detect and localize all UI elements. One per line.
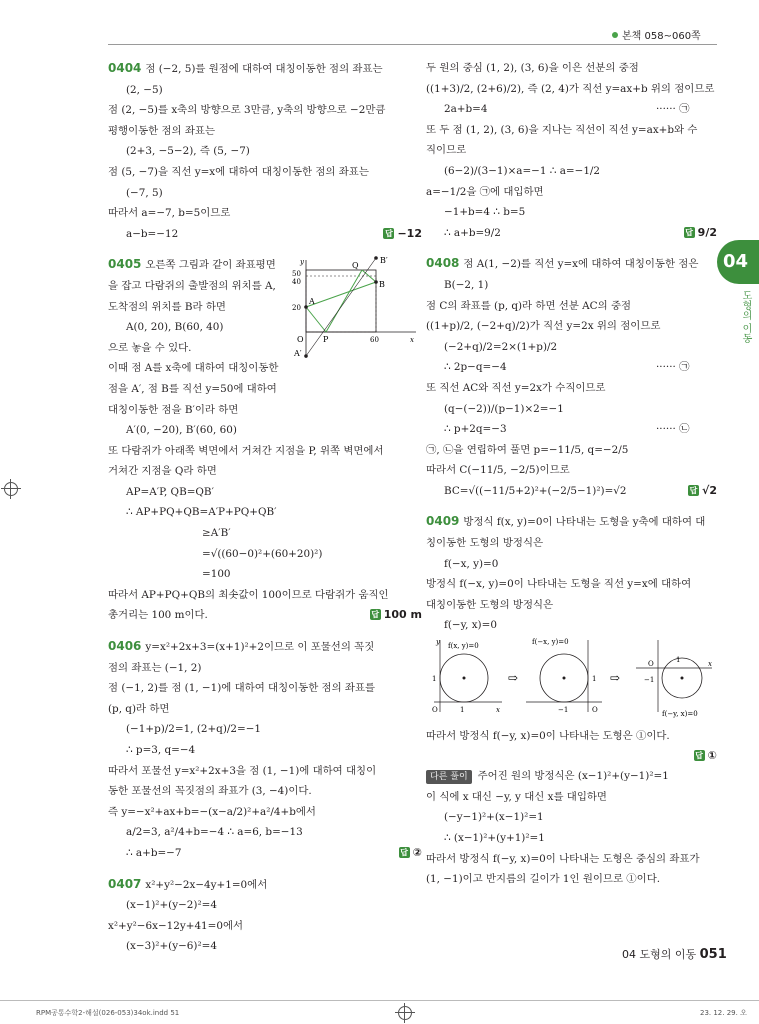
svg-text:1: 1 bbox=[676, 656, 681, 665]
svg-text:1: 1 bbox=[432, 675, 437, 684]
answer-label: 답 −12 bbox=[385, 226, 422, 240]
problem-number: 0409 bbox=[426, 514, 460, 529]
alternative-solution-tag: 다른 풀이 bbox=[426, 770, 472, 784]
answer-icon: 답 bbox=[695, 751, 704, 761]
svg-text:O: O bbox=[648, 660, 654, 669]
chapter-tab-label: 도형의 이동 bbox=[740, 290, 751, 344]
registration-mark-icon bbox=[4, 482, 18, 496]
x-tick-60: 60 bbox=[370, 336, 379, 345]
answer-icon: 답 bbox=[371, 610, 380, 620]
point-b-prime-label: B′ bbox=[380, 256, 388, 266]
point-a-label: A bbox=[309, 297, 315, 307]
answer-icon: 답 bbox=[685, 227, 694, 237]
problem-0405: 0405 오른쪽 그림과 같이 좌표평면 을 잡고 다람쥐의 출발점의 위치를 A, 도착점의 위치를 B라 하면 A(0, 20), B(60, 40) 으로 놓을 수 있다. 이때 점 A를 x축에 대하여 대칭이동한 점을 A′, 점 B를 직선 y=50에 대하여 대칭이동한 점을 B′이라 하면 A′(0, −20), B′(60, 60) 또 다람쥐가 아래쪽 벽면에서 거쳐간 지점을 P, 위쪽 벽면에서 거쳐간 지점을 Q라 하면 AP=A′P, QB=QB′ ∴ AP+PQ+QB=A′P+PQ+QB′ ≥A′B′ =√((60−0)²+(60+20)²) =100 따라서 AP+PQ+QB의 최솟값이 100이므로 다람쥐가 움직인 총거리는 100 m이다. 답 100 m 50 40 20 O 60 A A′ B B′ P Q x y bbox=[108, 254, 422, 626]
point-q-label: Q bbox=[352, 261, 359, 271]
page-footer: 04 도형의 이동 051 bbox=[622, 947, 727, 962]
svg-text:1: 1 bbox=[592, 675, 597, 684]
arrow-icon: ⇨ bbox=[610, 671, 621, 686]
left-column bbox=[108, 58, 422, 957]
answer-label: 답 100 m bbox=[371, 608, 422, 622]
svg-text:O: O bbox=[592, 706, 598, 715]
origin-label: O bbox=[297, 335, 304, 345]
svg-text:1: 1 bbox=[460, 706, 465, 715]
y-tick-40: 40 bbox=[292, 278, 301, 287]
answer-icon: 답 bbox=[385, 228, 393, 238]
svg-text:x: x bbox=[496, 706, 500, 715]
problem-number: 0408 bbox=[426, 256, 460, 271]
svg-text:−1: −1 bbox=[644, 676, 655, 685]
chapter-tab: 04 bbox=[717, 240, 759, 284]
right-column bbox=[426, 58, 717, 890]
answer-label: 답 ① bbox=[695, 749, 717, 763]
svg-text:−1: −1 bbox=[558, 706, 569, 715]
trim-line bbox=[0, 1000, 759, 1001]
svg-text:O: O bbox=[432, 706, 438, 715]
answer-label: 답 9/2 bbox=[685, 225, 717, 239]
transformation-figures-0409 bbox=[426, 636, 717, 718]
label-f-x-y: f(x, y)=0 bbox=[448, 642, 479, 651]
problem-0409: 0409 방정식 f(x, y)=0이 나타내는 도형을 y축에 대하여 대 칭이동한 도형의 방정식은 f(−x, y)=0 방정식 f(−x, y)=0이 나타내는 도형을 직선 y=x에 대하여 대칭이동한 도형의 방정식은 f(−y, x)=0 f(x, y)=0 O 1 1 x y ⇨ f(−x, y)=0 O −1 1 ⇨ O 1 −1 x f(−y, x)=0 따라서 방정식 f(−y, x)=0이 나타내는 도형은 ①이다. 답 ① 다른 풀이 주어진 원의 방정식은 (x−1)²+(y−1)²=1 이 식에 x 대신 −y, y 대신 x를 대입하면 (−y−1)²+(x−1)²=1 ∴ (x−1)²+(y+1)²=1 따라서 방정식 f(−y, x)=0이 나타내는 도형은 중심의 좌표가 (1, −1)이고 반지름의 길이가 1인 원이므로 ①이다. bbox=[426, 514, 717, 886]
y-tick-50: 50 bbox=[292, 270, 301, 279]
header-rule bbox=[108, 44, 717, 45]
print-date-info: 23. 12. 29. 오 bbox=[700, 1009, 747, 1017]
answer-icon: 답 bbox=[400, 847, 409, 857]
problem-0407-continued: 두 원의 중심 (1, 2), (3, 6)을 이은 선분의 중점 ((1+3)/2, (2+6)/2), 즉 (2, 4)가 직선 y=ax+b 위의 점이므로 2a+b=4 ······ ㉠ 또 두 점 (1, 2), (3, 6)을 지나는 직선이 직선 y=ax+b와 수 직이므로 (6−2)/(3−1)×a=−1 ∴ a=−1/2 a=−1/2을 ㉠에 대입하면 −1+b=4 ∴ b=5 ∴ a+b=9/2 답 9/2 bbox=[426, 58, 717, 243]
page-reference: 본책 058~060쪽 bbox=[612, 27, 701, 42]
problem-number: 0405 bbox=[108, 257, 142, 272]
problem-number: 0407 bbox=[108, 876, 142, 891]
point-b-label: B bbox=[379, 280, 385, 290]
print-file-info: RPM공통수학2-해설(026-053)34ok.indd 51 bbox=[36, 1009, 180, 1017]
problem-number: 0404 bbox=[108, 61, 142, 75]
answer-label: 답 √2 bbox=[689, 483, 717, 497]
problem-0404: 0404 점 (−2, 5)를 원점에 대하여 대칭이동한 점의 좌표는 (2, −5) 점 (2, −5)를 x축의 방향으로 3만큼, y축의 방향으로 −2만큼 평행이동한 점의 좌표는 (2+3, −5−2), 즉 (5, −7) 점 (5, −7)을 직선 y=x에 대하여 대칭이동한 점의 좌표는 (−7, 5) 따라서 a=−7, b=5이므로 a−b=−12 답 −12 bbox=[108, 58, 422, 244]
registration-mark-icon bbox=[398, 1006, 412, 1020]
arrow-icon: ⇨ bbox=[508, 671, 519, 686]
bullet-dot-icon bbox=[612, 32, 618, 38]
label-f-minus-x-y: f(−x, y)=0 bbox=[532, 638, 569, 647]
problem-0407: 0407 x²+y²−2x−4y+1=0에서 (x−1)²+(y−2)²=4 x²+y²−6x−12y+41=0에서 (x−3)²+(y−6)²=4 bbox=[108, 876, 268, 953]
label-f-minus-y-x: f(−y, x)=0 bbox=[662, 710, 698, 719]
problem-0406: 0406 y=x²+2x+3=(x+1)²+2이므로 이 포물선의 꼭짓 점의 좌표는 (−1, 2) 점 (−1, 2)를 점 (1, −1)에 대하여 대칭이동한 점의 좌표를 (p, q)라 하면 (−1+p)/2=1, (2+q)/2=−1 ∴ p=3, q=−4 따라서 포물선 y=x²+2x+3을 점 (1, −1)에 대하여 대칭이 동한 포물선의 꼭짓점의 좌표가 (3, −4)이다. 즉 y=−x²+ax+b=−(x−a/2)²+a²/4+b에서 a/2=3, a²/4+b=−4 ∴ a=6, b=−13 ∴ a+b=−7 답 ② bbox=[108, 636, 422, 864]
svg-text:y: y bbox=[436, 638, 440, 647]
problem-number: 0406 bbox=[108, 639, 142, 654]
y-tick-20: 20 bbox=[292, 304, 301, 313]
y-axis-label: y bbox=[300, 258, 304, 267]
point-p-label: P bbox=[323, 335, 329, 345]
answer-icon: 답 bbox=[689, 485, 698, 495]
svg-text:x: x bbox=[708, 660, 712, 669]
x-axis-label: x bbox=[410, 336, 414, 345]
problem-0408: 0408 점 A(1, −2)를 직선 y=x에 대하여 대칭이동한 점은 B(−2, 1) 점 C의 좌표를 (p, q)라 하면 선분 AC의 중점 ((1+p)/2, (−2+q)/2)가 직선 y=2x 위의 점이므로 (−2+q)/2=2×(1+p)/2 ∴ 2p−q=−4 ······ ㉠ 또 직선 AC와 직선 y=2x가 수직이므로 (q−(−2))/(p−1)×2=−1 ∴ p+2q=−3 ······ ㉡ ㉠, ㉡을 연립하여 풀면 p=−11/5, q=−2/5 따라서 C(−11/5, −2/5)이므로 BC=√((−11/5+2)²+(−2/5−1)²)=√2 답 √2 bbox=[426, 253, 717, 501]
coordinate-figure-0405 bbox=[290, 256, 420, 360]
point-a-prime-label: A′ bbox=[294, 349, 302, 359]
answer-label: 답 ② bbox=[400, 845, 422, 859]
